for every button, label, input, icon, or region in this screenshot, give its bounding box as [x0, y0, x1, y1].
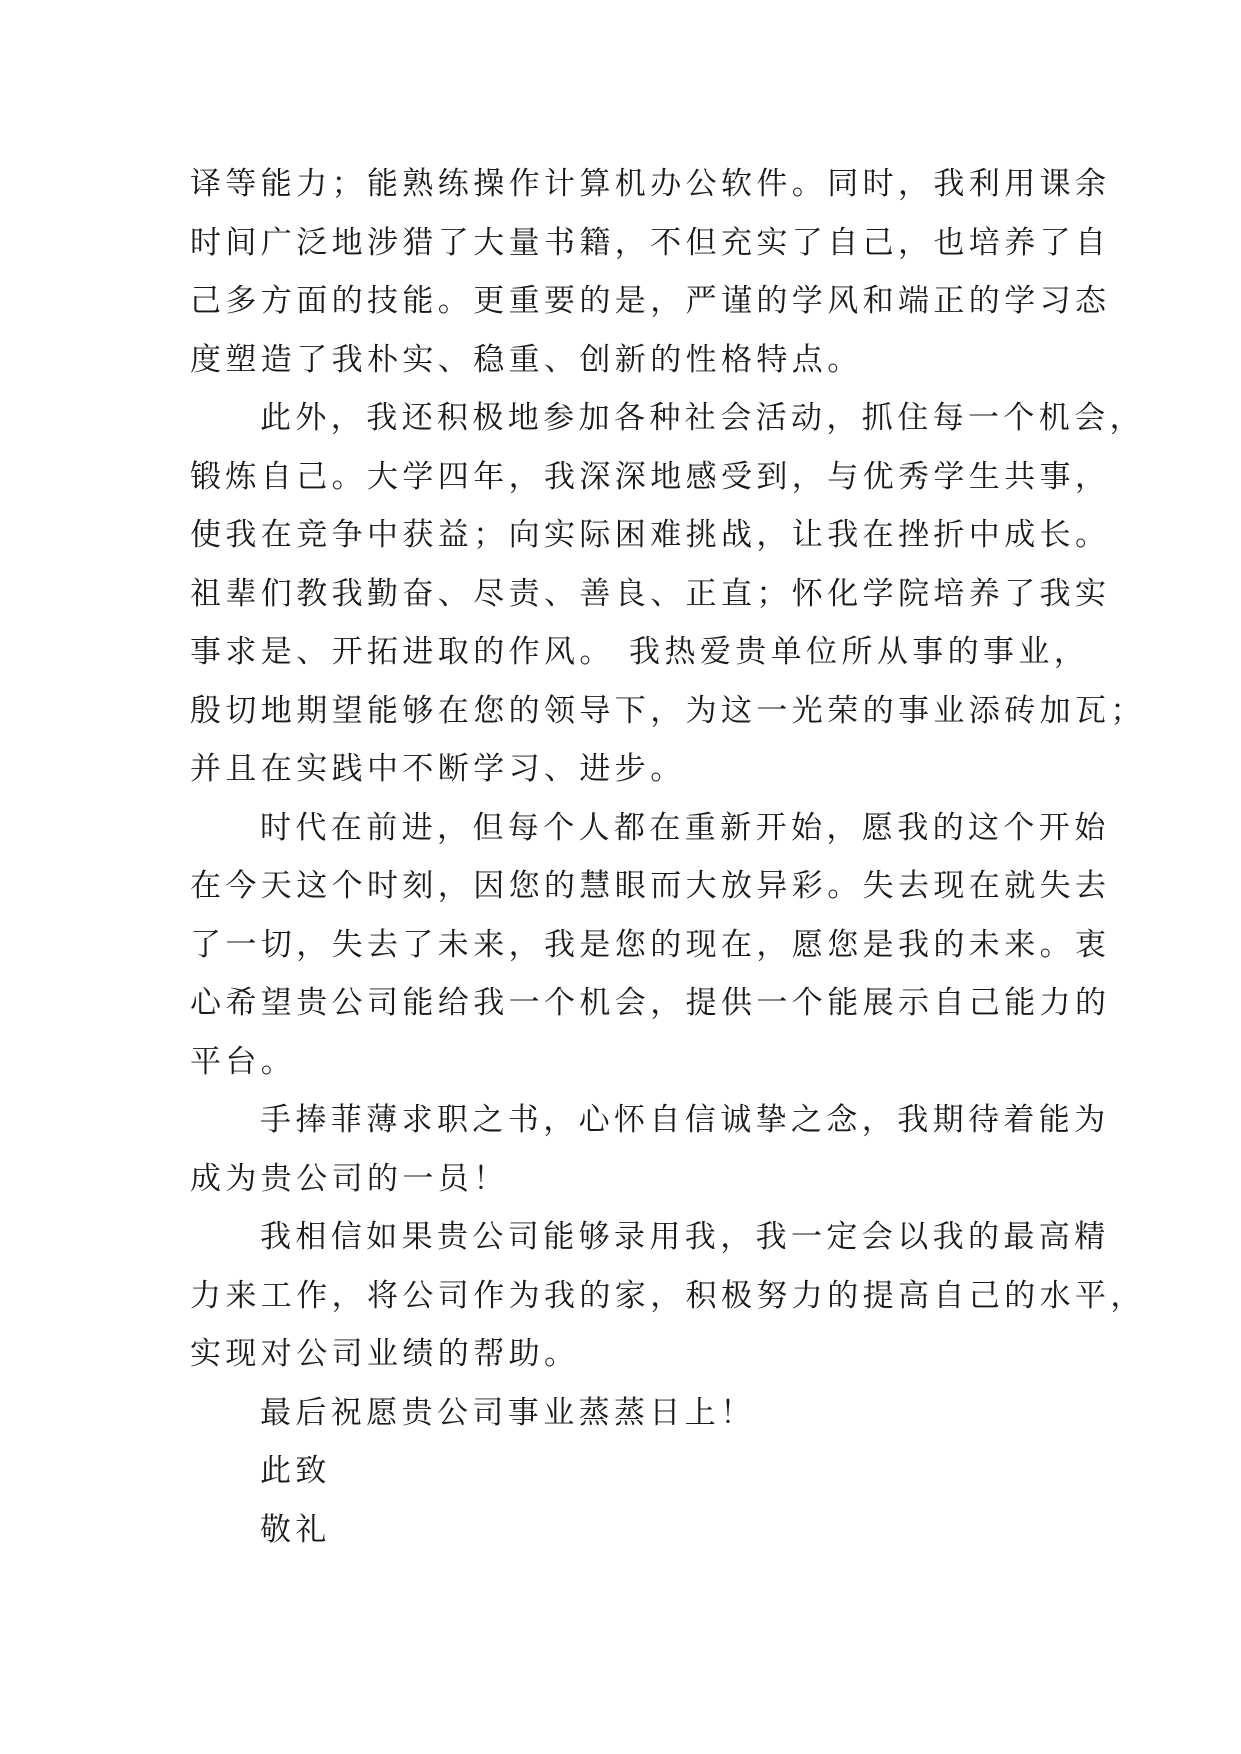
text-line: 度塑造了我朴实、稳重、创新的性格特点。: [190, 341, 863, 378]
text-line: 我相信如果贵公司能够录用我，我一定会以我的最高精: [260, 1219, 1110, 1255]
closing-regards: [190, 1501, 1052, 1560]
text-line: 锻炼自己。大学四年，我深深地感受到，与优秀学生共事，: [190, 458, 1111, 495]
text-line: 殷切地期望能够在您的领导下，为这一光荣的事业添砖加瓦；: [190, 692, 1146, 729]
text-line: 时代在前进，但每个人都在重新开始，愿我的这个开始: [260, 809, 1110, 846]
closing-salutation: [190, 1442, 1052, 1501]
text-line: 力来工作，将公司作为我的家，积极努力的提高自己的水平，: [190, 1277, 1146, 1314]
text-line: 祖辈们教我勤奋、尽责、善良、正直；怀化学院培养了我实: [190, 575, 1111, 612]
paragraph-future: [190, 799, 1111, 1092]
text-line: 了一切，失去了未来，我是您的现在，愿您是我的未来。衷: [190, 926, 1111, 963]
text-line: 在今天这个时刻，因您的慧眼而大放异彩。失去现在就失去: [190, 868, 1111, 904]
letter-body: [190, 155, 1146, 1559]
text-line: 实现对公司业绩的帮助。: [190, 1336, 580, 1372]
text-line: 译等能力；能熟练操作计算机办公软件。同时，我利用课余: [190, 166, 1111, 202]
text-line: 时间广泛地涉猎了大量书籍，不但充实了自己，也培养了自: [190, 224, 1111, 261]
text-line: 平台。: [190, 1043, 297, 1080]
text-line: 手捧菲薄求职之书，心怀自信诚挚之念，我期待着能为: [260, 1102, 1110, 1138]
paragraph-commitment: [190, 1208, 1146, 1384]
text-line: 己多方面的技能。更重要的是，严谨的学风和端正的学习态: [190, 283, 1111, 319]
text-line: 使我在竞争中获益；向实际困难挑战，让我在挫折中成长。: [190, 517, 1111, 553]
text-line: 敬礼: [260, 1511, 331, 1548]
text-line: 心希望贵公司能给我一个机会，提供一个能展示自己能力的: [190, 985, 1111, 1021]
paragraph-skills: [190, 155, 1111, 389]
paragraph-wishes: [190, 1384, 1052, 1443]
paragraph-activities: [190, 389, 1146, 799]
text-line: 事求是、开拓进取的作风。 我热爱贵单位所从事的事业，: [190, 634, 1090, 670]
text-line: 并且在实践中不断学习、进步。: [190, 751, 686, 787]
text-line: 最后祝愿贵公司事业蒸蒸日上！: [260, 1394, 756, 1431]
text-line: 成为贵公司的一员！: [190, 1160, 509, 1197]
paragraph-hope: [190, 1091, 1110, 1208]
text-line: 此外，我还积极地参加各种社会活动，抓住每一个机会，: [260, 400, 1145, 436]
text-line: 此致: [260, 1453, 331, 1489]
